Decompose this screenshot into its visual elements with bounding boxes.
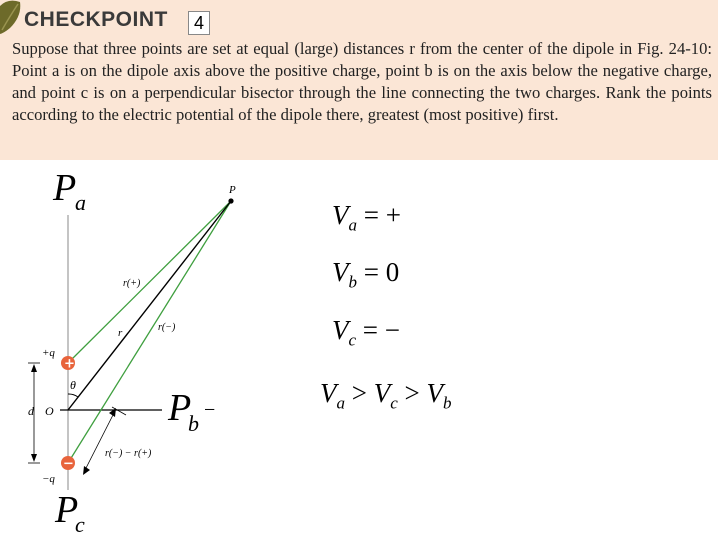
plus-q-label: +q: [42, 347, 55, 359]
diff-label: r(−) − r(+): [105, 448, 152, 459]
leaf-icon: [0, 0, 22, 34]
r-plus-label: r(+): [123, 278, 141, 289]
checkpoint-title: CHECKPOINT: [24, 8, 168, 31]
r-label: r: [118, 327, 123, 339]
r-minus-line: [68, 201, 231, 463]
point-b-label: Pb: [168, 387, 199, 436]
d-arrow-bottom: [31, 454, 37, 462]
d-label: d: [28, 404, 34, 418]
o-label: O: [45, 404, 54, 418]
theta-arc: [68, 394, 78, 397]
plus-icon: +: [64, 356, 75, 372]
equation-va: $V_a$ = +: [332, 200, 401, 235]
theta-label: θ: [70, 378, 76, 392]
checkpoint-number: 4: [188, 11, 210, 35]
point-c-label: Pc: [55, 489, 85, 537]
checkpoint-panel: [0, 0, 718, 160]
d-arrow-top: [31, 364, 37, 372]
r-plus-line: [68, 201, 231, 363]
point-a-label: Pa: [53, 167, 86, 215]
equation-vc: $V_c$ = −: [332, 315, 401, 350]
diff-dimension: [84, 411, 115, 472]
point-b-sign: −: [204, 399, 216, 421]
minus-q-label: −q: [42, 473, 55, 485]
potential-ranking: $V_a > V_c > V_b$: [320, 378, 452, 413]
r-line: [68, 201, 231, 410]
r-minus-label: r(−): [158, 322, 176, 333]
checkpoint-question: Suppose that three points are set at equal (large) distances r from the center of the dipole in Fig. 24-10: Point a is on the dipole axis above the positive charge, point b is on the axis below the negative charge, and point c is on a perpendicular bisector through the line connecting the two charges. Rank the points according to the electric potential of the dipole there, greatest (most positive) first.: [12, 39, 712, 124]
point-p-label: P: [229, 184, 236, 196]
point-p: [228, 198, 233, 203]
minus-icon: −: [63, 456, 74, 472]
equation-vb: $V_b = 0$: [332, 257, 400, 292]
